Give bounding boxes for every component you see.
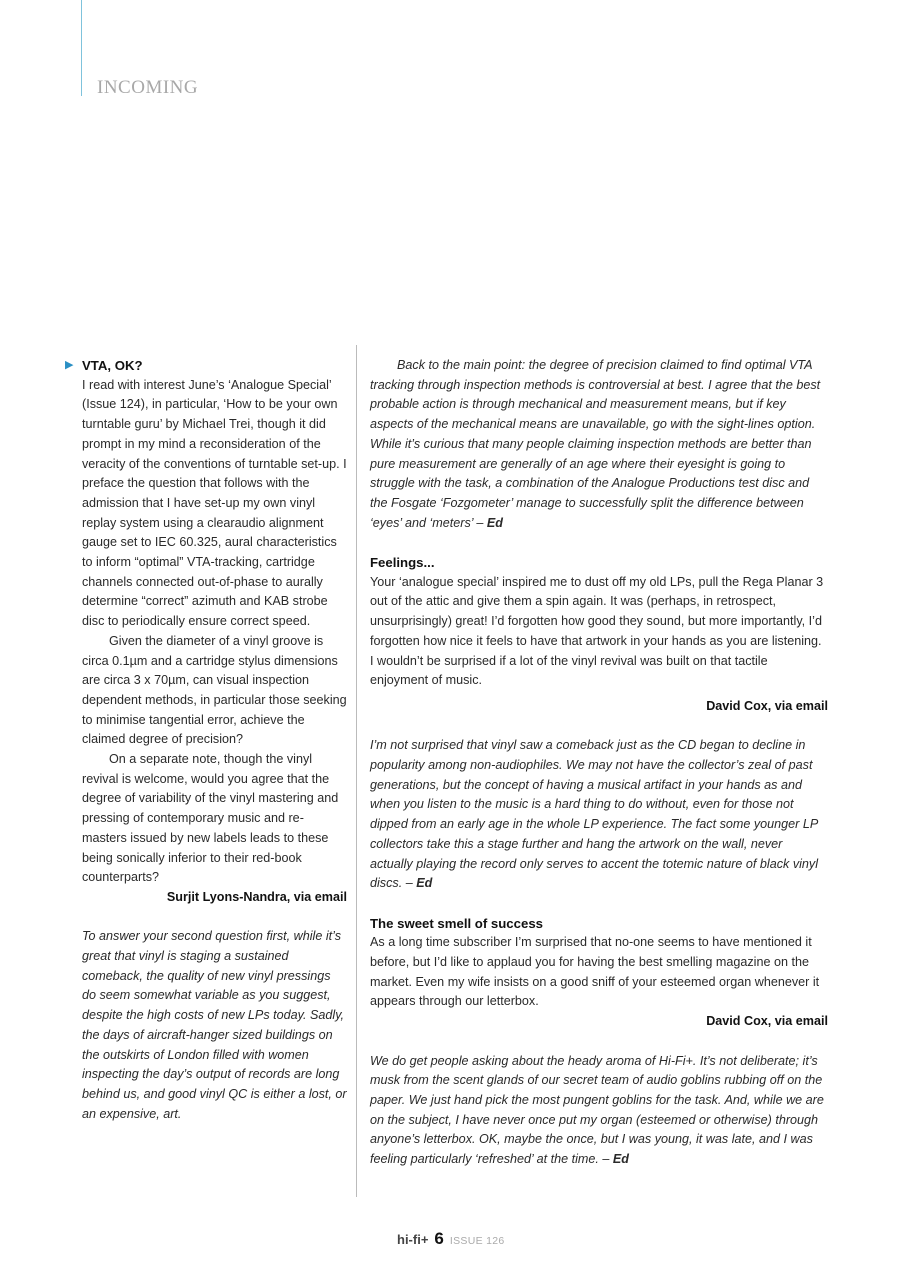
letter-signature: David Cox, via email (706, 1014, 828, 1029)
editor-signoff: Ed (486, 515, 503, 530)
column-divider (356, 345, 357, 1197)
header-rule (81, 0, 82, 96)
letter-paragraph: Given the diameter of a vinyl groove is circa 0.1µm and a cartridge stylus dimensions are circa 3 x 70µm, can visual inspection dependent methods, in particular those seeking to minimise tangential error, achieve the claimed degree of precision? (82, 633, 347, 747)
editor-reply: We do get people asking about the heady aroma of Hi-Fi+. It’s not deliberate; it’s musk from the scent glands of our secret team of audio goblins rubbing off on the paper. We just hand pick the most pungent goblins for the task. And, while we are on the subject, I have never once put my organ (esteemed or otherwise) through anyone’s letterbox. OK, maybe the once, but I was young, it was late, and I was feeling particularly ‘refreshed’ at the time. – Ed (370, 1053, 824, 1167)
editor-reply: To answer your second question first, while it’s great that vinyl is staging a sustained comeback, the quality of new vinyl pressings do seem somewhat variable as you suggest, despite the high costs of new LPs today. Sadly, the days of aircraft-hanger sized buildings on the outskirts of London filled with women inspecting the day’s output of records are long behind us, and good vinyl QC is either a lost, or an expensive, art. (82, 929, 347, 1121)
letter-heading: The sweet smell of success (370, 915, 543, 931)
letter-heading: VTA, OK? (82, 358, 143, 373)
arrow-bullet-icon: ▶ (65, 359, 74, 371)
left-column (65, 356, 347, 1124)
editor-signoff: Ed (416, 876, 433, 891)
editor-reply: I’m not surprised that vinyl saw a comeback just as the CD began to decline in popularity among non-audiophiles. We may not have the collector’s zeal of past generations, but the concept of having a musical artifact in your hands as and when you listen to the music is a hard thing to do without, even for those not dipped from an early age in the whole LP experience. The fact some younger LP collectors take this a stage further and hang the artwork on the wall, never actually playing the record only serves to accent the totemic nature of black vinyl discs. – Ed (370, 738, 819, 891)
letter-signature: David Cox, via email (706, 698, 828, 713)
letter-signature: Surjit Lyons-Nandra, via email (166, 889, 347, 904)
page-footer (397, 1229, 505, 1249)
right-column (370, 356, 828, 1170)
magazine-logo: hi-fi+ (397, 1232, 429, 1247)
letter-paragraph: I read with interest June’s ‘Analogue Special’ (Issue 124), in particular, ‘How to be your own turntable guru’ by Michael Trei, though it did prompt in my mind a reconsideration of the veracity of the conventions of turntable set-up. I preface the question that follows with the admission that I have set-up my own vinyl replay system using a clearaudio alignment gauge set to IEC 60.325, aural characteristics to inform “optimal” VTA-tracking, cartridge channels connected out-of-phase to aurally determine “correct” azimuth and KAB strobe disc to periodically ensure correct speed. (82, 377, 347, 629)
editor-signoff: Ed (612, 1152, 629, 1167)
issue-label: ISSUE 126 (449, 1235, 505, 1247)
section-title: INCOMING (97, 77, 199, 98)
letter-paragraph: On a separate note, though the vinyl revival is welcome, would you agree that the degree of variability of the vinyl mastering and pressing of contemporary music and re-masters issued by new labels leads to these being sonically inferior to their red-book counterparts? (82, 752, 339, 885)
editor-reply: Back to the main point: the degree of precision claimed to find optimal VTA tracking through inspection methods is controversial at best. I agree that the best probable action is through mechanical and measurement means, but if key aspects of the mechanical means are unavailable, go with the sight-lines option. While it’s curious that many people claiming inspection methods are better than pure measurement are generally of an age where their eyesight is going to struggle with the task, a combination of the Analogue Productions test disc and the Fosgate ‘Fozgometer’ manage to successfully split the difference between ‘eyes’ and ‘meters’ – Ed (370, 358, 821, 530)
page-number: 6 (434, 1229, 444, 1248)
letter-heading: Feelings... (370, 555, 435, 571)
letter-paragraph: Your ‘analogue special’ inspired me to dust off my old LPs, pull the Rega Planar 3 out of the attic and give them a spin again. It was (perhaps, in retrospect, unsurprisingly) great! I’d forgotten how good they sound, but more importantly, I’d forgotten how nice it feels to have that artwork in your hands as you are listening. I wouldn’t be surprised if a lot of the vinyl revival was built on that tactile enjoyment of music. (370, 574, 824, 688)
letter-paragraph: As a long time subscriber I’m surprised that no-one seems to have mentioned it before, but I’d like to applaud you for having the best smelling magazine on the market. Even my wife insists on a good sniff of your esteemed organ whenever it appears through our letterbox. (370, 935, 820, 1009)
